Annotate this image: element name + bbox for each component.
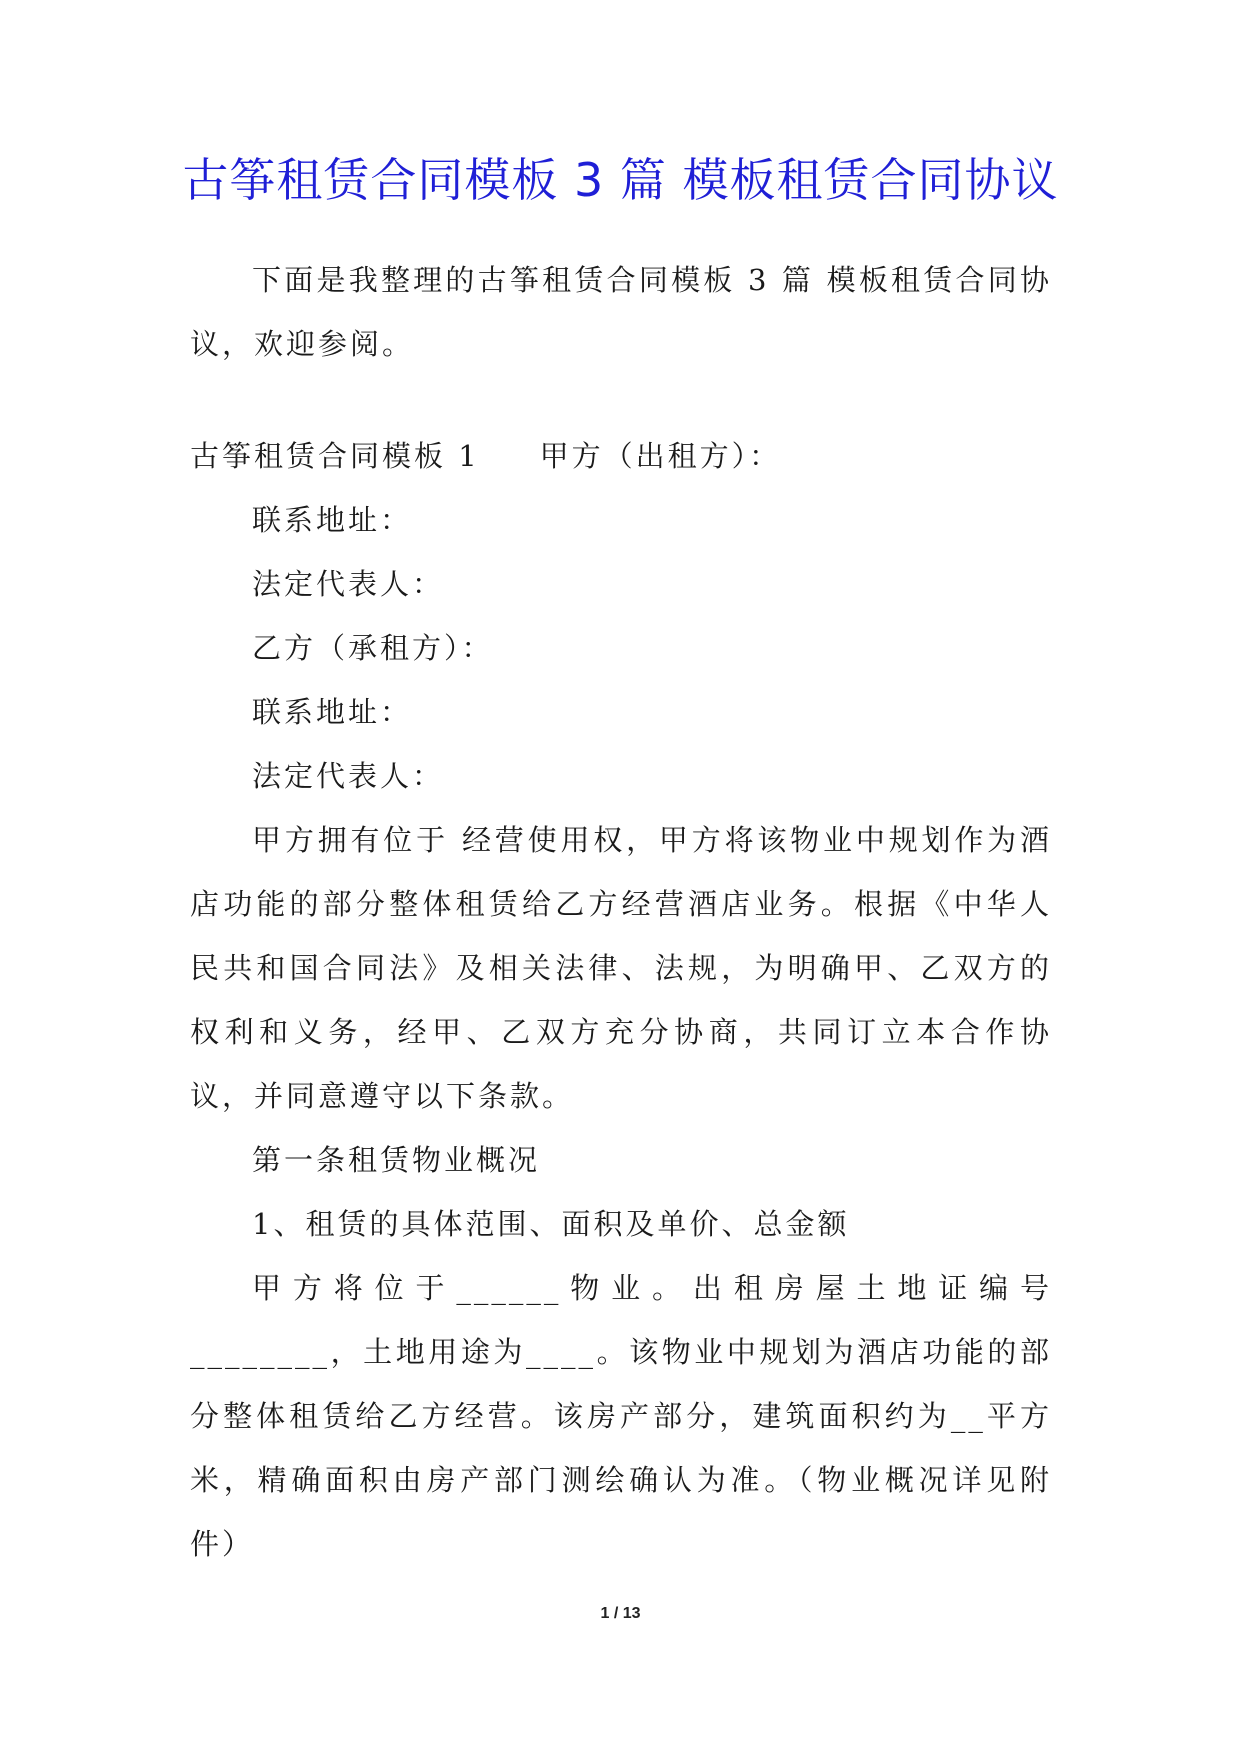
contract-body — [190, 424, 1052, 1576]
party-a-address: 联系地址： — [252, 503, 413, 537]
section-heading-line — [190, 424, 1052, 488]
party-b-label: 乙方（承租方）： — [252, 631, 494, 665]
party-a-label: 甲方（出租方）： — [539, 439, 782, 473]
clause-1-1-text: 甲方将位于______物业。出租房屋土地证编号________，土地用途为____。该物业中规划为酒店功能的部分整体租赁给乙方经营。该房产部分，建筑面积约为__平方米，精确面积由房产部门测绘确认为准。（物业概况详见附件） — [190, 1271, 1052, 1561]
intro-paragraph: 下面是我整理的古筝租赁合同模板 3 篇 模板租赁合同协议，欢迎参阅。 — [190, 263, 1052, 361]
intro-block — [190, 248, 1052, 376]
party-a-representative: 法定代表人： — [252, 567, 445, 601]
party-b-address: 联系地址： — [252, 695, 413, 729]
page-number: 1 / 13 — [600, 1605, 641, 1622]
party-b-representative: 法定代表人： — [252, 759, 445, 793]
document-title: 古筝租赁合同模板 3 篇 模板租赁合同协议 — [182, 153, 1059, 207]
section-heading: 古筝租赁合同模板 1 — [190, 439, 480, 473]
preamble-paragraph: 甲方拥有位于 经营使用权，甲方将该物业中规划作为酒店功能的部分整体租赁给乙方经营酒店业务。根据《中华人民共和国合同法》及相关法律、法规，为明确甲、乙双方的权利和义务，经甲、乙双方充分协商，共同订立本合作协议，并同意遵守以下条款。 — [190, 823, 1052, 1113]
article-1-heading: 第一条租赁物业概况 — [252, 1143, 541, 1177]
clause-1-1-heading: 1、租赁的具体范围、面积及单价、总金额 — [252, 1207, 850, 1241]
